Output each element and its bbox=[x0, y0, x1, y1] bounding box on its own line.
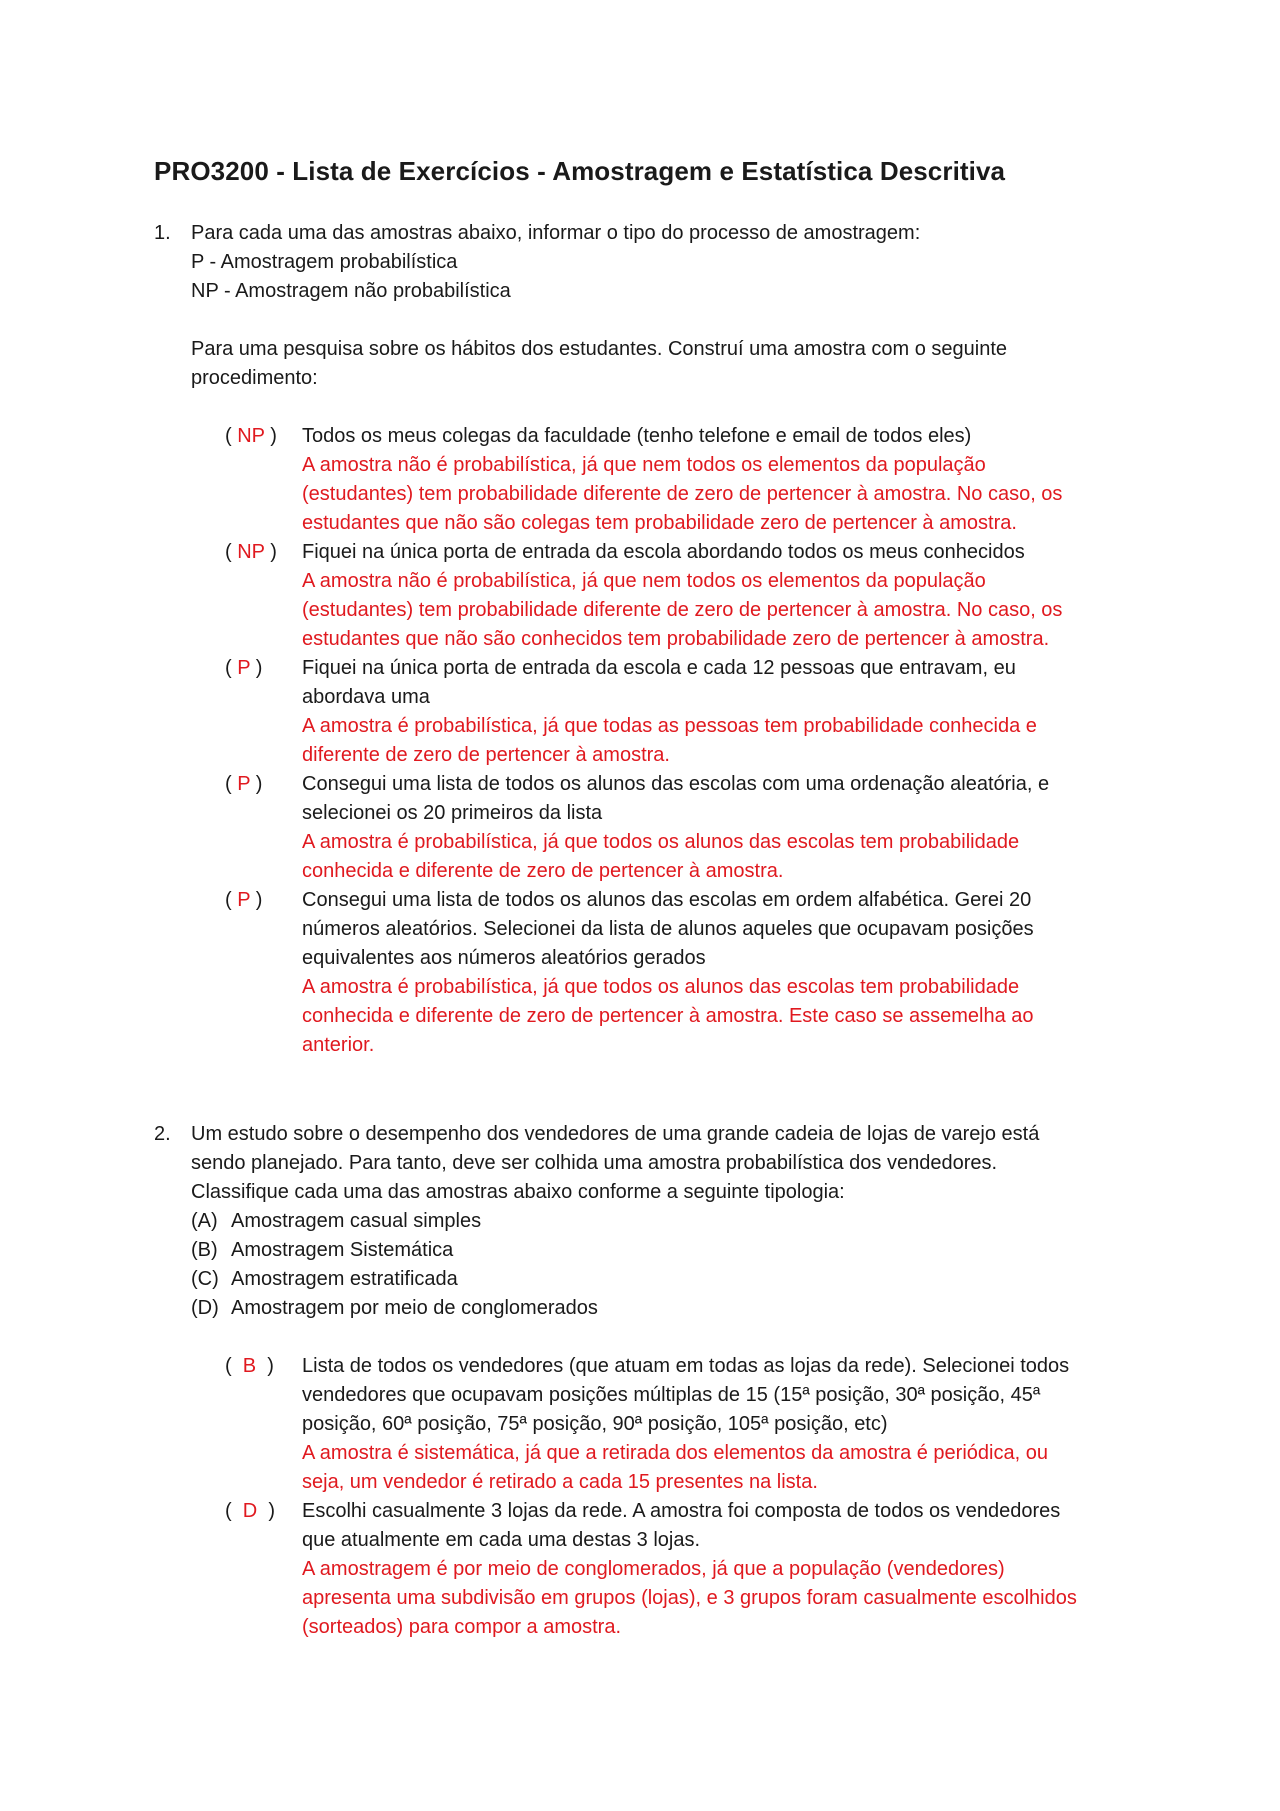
answer-mark: ( P ) bbox=[225, 657, 263, 679]
item-text: que atualmente em cada uma destas 3 lojas. bbox=[302, 1529, 701, 1551]
item-text: Escolhi casualmente 3 lojas da rede. A amostra foi composta de todos os vendedores bbox=[302, 1500, 1061, 1522]
prompt-line: Classifique cada uma das amostras abaixo conforme a seguinte tipologia: bbox=[191, 1181, 845, 1203]
item-text: posição, 60ª posição, 75ª posição, 90ª posição, 105ª posição, etc) bbox=[302, 1413, 888, 1435]
option-letter: (C) bbox=[191, 1268, 219, 1290]
list-item bbox=[154, 1352, 1151, 1497]
option-letter: (A) bbox=[191, 1210, 218, 1232]
item-text: selecionei os 20 primeiros da lista bbox=[302, 802, 603, 824]
item-explanation: apresenta uma subdivisão em grupos (lojas), e 3 grupos foram casualmente escolhidos bbox=[302, 1587, 1077, 1609]
item-text: Consegui uma lista de todos os alunos das escolas com uma ordenação aleatória, e bbox=[302, 773, 1050, 795]
answer-value: P bbox=[237, 657, 251, 679]
list-item bbox=[154, 538, 1151, 654]
option-label: Amostragem casual simples bbox=[231, 1210, 482, 1232]
answer-value: P bbox=[237, 773, 251, 795]
item-explanation: A amostra é probabilística, já que todas as pessoas tem probabilidade conhecida e bbox=[302, 715, 1037, 737]
item-explanation: seja, um vendedor é retirado a cada 15 presentes na lista. bbox=[302, 1471, 818, 1493]
item-explanation: conhecida e diferente de zero de pertencer à amostra. Este caso se assemelha ao bbox=[302, 1005, 1034, 1027]
option-letter: (B) bbox=[191, 1239, 218, 1261]
question-number: 2. bbox=[154, 1123, 171, 1145]
item-explanation: anterior. bbox=[302, 1034, 375, 1056]
question-body bbox=[191, 1120, 1151, 1642]
answer-mark: ( B ) bbox=[225, 1355, 274, 1377]
item-explanation: diferente de zero de pertencer à amostra. bbox=[302, 744, 670, 766]
intro-line: procedimento: bbox=[191, 367, 318, 389]
item-explanation: estudantes que não são colegas tem probabilidade zero de pertencer à amostra. bbox=[302, 512, 1017, 534]
item-explanation: A amostra não é probabilística, já que nem todos os elementos da população bbox=[302, 570, 986, 592]
item-explanation: (sorteados) para compor a amostra. bbox=[302, 1616, 622, 1638]
answer-mark: ( D ) bbox=[225, 1500, 276, 1522]
intro-paragraph bbox=[191, 335, 1151, 393]
list-item bbox=[154, 1497, 1151, 1642]
list-item bbox=[154, 770, 1151, 886]
item-text: números aleatórios. Selecionei da lista de alunos aqueles que ocupavam posições bbox=[302, 918, 1034, 940]
answer-mark: ( P ) bbox=[225, 889, 263, 911]
list-item bbox=[154, 886, 1151, 1060]
item-explanation: A amostra é sistemática, já que a retirada dos elementos da amostra é periódica, ou bbox=[302, 1442, 1048, 1464]
option-list bbox=[191, 1207, 1151, 1323]
page-title: PRO3200 - Lista de Exercícios - Amostragem e Estatística Descritiva bbox=[154, 156, 1006, 186]
answer-value: NP bbox=[237, 541, 265, 563]
question-body bbox=[191, 219, 1151, 1060]
item-text: vendedores que ocupavam posições múltiplas de 15 (15ª posição, 30ª posição, 45ª bbox=[302, 1384, 1041, 1406]
prompt-line: Um estudo sobre o desempenho dos vendedores de uma grande cadeia de lojas de varejo está bbox=[191, 1123, 1040, 1145]
item-text: Consegui uma lista de todos os alunos das escolas em ordem alfabética. Gerei 20 bbox=[302, 889, 1032, 911]
prompt-line: P - Amostragem probabilística bbox=[191, 251, 458, 273]
item-explanation: A amostra é probabilística, já que todos os alunos das escolas tem probabilidade bbox=[302, 831, 1020, 853]
prompt-line: Para cada uma das amostras abaixo, informar o tipo do processo de amostragem: bbox=[191, 222, 921, 244]
option-label: Amostragem por meio de conglomerados bbox=[231, 1297, 598, 1319]
item-explanation: estudantes que não são conhecidos tem probabilidade zero de pertencer à amostra. bbox=[302, 628, 1050, 650]
item-text: Fiquei na única porta de entrada da escola abordando todos os meus conhecidos bbox=[302, 541, 1025, 563]
prompt-line: sendo planejado. Para tanto, deve ser colhida uma amostra probabilística dos vendedores. bbox=[191, 1152, 998, 1174]
item-explanation: (estudantes) tem probabilidade diferente de zero de pertencer à amostra. No caso, os bbox=[302, 483, 1063, 505]
answer-mark: ( NP ) bbox=[225, 425, 277, 447]
answer-value: B bbox=[242, 1355, 257, 1377]
item-explanation: conhecida e diferente de zero de pertencer à amostra. bbox=[302, 860, 784, 882]
option-label: Amostragem Sistemática bbox=[231, 1239, 454, 1261]
intro-line: Para uma pesquisa sobre os hábitos dos estudantes. Construí uma amostra com o seguinte bbox=[191, 338, 1008, 360]
item-text: Todos os meus colegas da faculdade (tenho telefone e email de todos eles) bbox=[302, 425, 972, 447]
question-number: 1. bbox=[154, 222, 171, 244]
list-item bbox=[154, 654, 1151, 770]
answer-value: NP bbox=[237, 425, 265, 447]
option-item bbox=[191, 1265, 1151, 1294]
option-item bbox=[191, 1294, 1151, 1323]
answer-value: P bbox=[237, 889, 251, 911]
item-explanation: A amostragem é por meio de conglomerados, já que a população (vendedores) bbox=[302, 1558, 1005, 1580]
answer-mark: ( P ) bbox=[225, 773, 263, 795]
item-text: equivalentes aos números aleatórios gerados bbox=[302, 947, 706, 969]
list-item bbox=[154, 422, 1151, 538]
item-text: abordava uma bbox=[302, 686, 430, 708]
item-list bbox=[191, 1352, 1151, 1642]
option-item bbox=[191, 1207, 1151, 1236]
option-item bbox=[191, 1236, 1151, 1265]
item-explanation: A amostra é probabilística, já que todos os alunos das escolas tem probabilidade bbox=[302, 976, 1020, 998]
prompt-line: NP - Amostragem não probabilística bbox=[191, 280, 511, 302]
option-letter: (D) bbox=[191, 1297, 219, 1319]
item-text: Lista de todos os vendedores (que atuam em todas as lojas da rede). Selecionei todos bbox=[302, 1355, 1070, 1377]
option-label: Amostragem estratificada bbox=[231, 1268, 458, 1290]
item-explanation: (estudantes) tem probabilidade diferente de zero de pertencer à amostra. No caso, os bbox=[302, 599, 1063, 621]
answer-mark: ( NP ) bbox=[225, 541, 277, 563]
item-explanation: A amostra não é probabilística, já que nem todos os elementos da população bbox=[302, 454, 986, 476]
item-text: Fiquei na única porta de entrada da escola e cada 12 pessoas que entravam, eu bbox=[302, 657, 1016, 679]
answer-value: D bbox=[242, 1500, 258, 1522]
